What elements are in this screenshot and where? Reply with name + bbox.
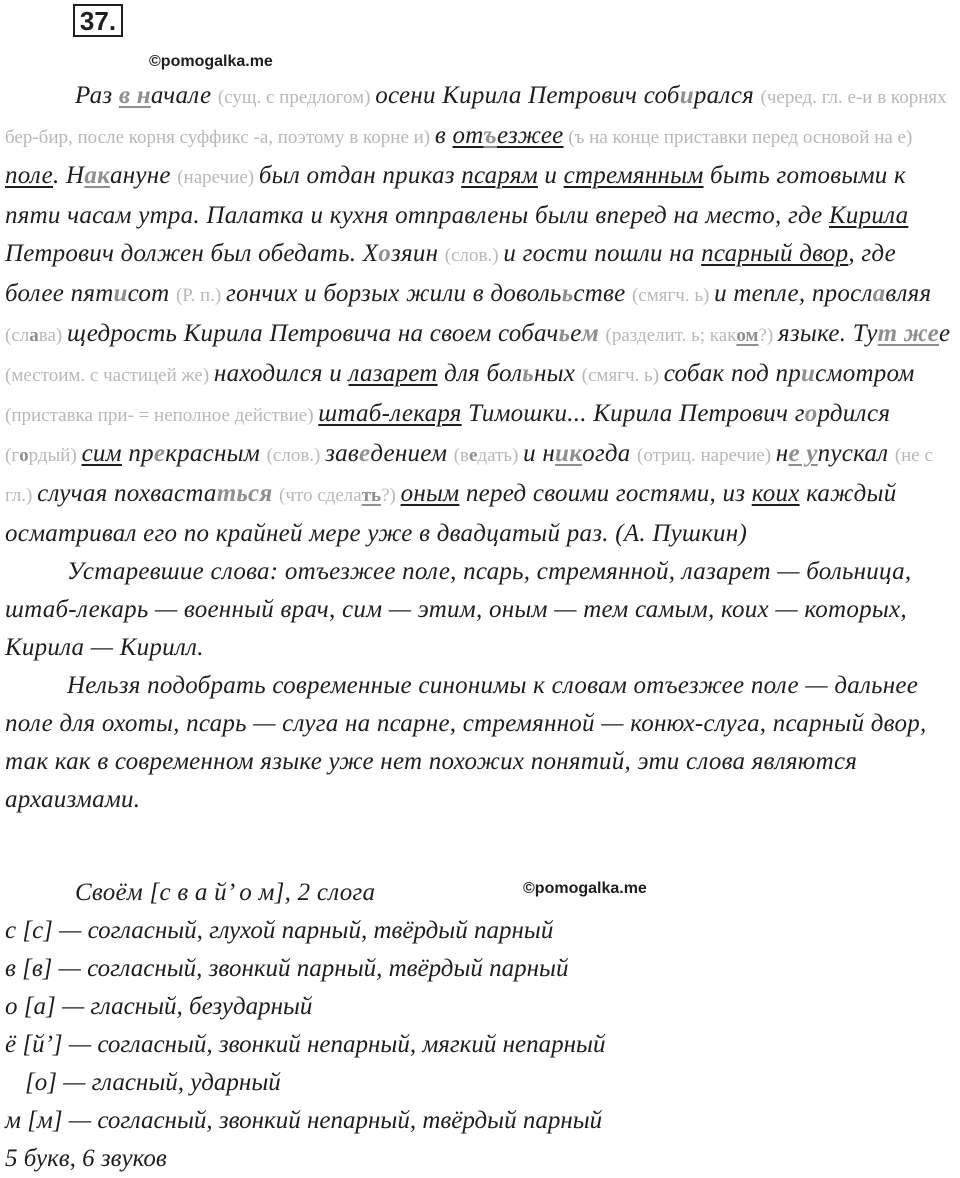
grammar-comment: (сл: [5, 325, 30, 346]
grammar-comment: (что сдела: [279, 485, 362, 506]
passage-text: вляя: [885, 280, 932, 307]
highlighted-spelling: е у: [788, 440, 818, 467]
watermark: ©pomogalka.me: [149, 53, 273, 70]
grammar-comment: (г: [5, 445, 20, 466]
passage-text: оным: [400, 480, 460, 507]
highlighted-spelling: т же: [877, 320, 939, 347]
highlighted-spelling: ться: [216, 480, 273, 507]
obsolete-words-paragraph: Устаревшие слова: отъезжее поле, псарь, стремянной, лазарет — больница, штаб-лекарь — военный врач, сим — этим, оным — тем самым, коих — которых, Кирила — Кирилл.: [5, 558, 912, 661]
passage-text: рдился: [817, 400, 891, 427]
passage-text: и: [537, 162, 564, 189]
highlighted-spelling: ак: [84, 162, 110, 189]
passage-text: от: [452, 122, 484, 149]
highlighted-spelling: ь: [561, 280, 574, 307]
grammar-comment: ом: [736, 325, 759, 346]
passage-text: поле: [5, 162, 53, 189]
passage-text: собак под пр: [663, 360, 802, 387]
passage-text: огда: [582, 440, 638, 467]
highlighted-spelling: в н: [118, 82, 151, 109]
passage-text: сот: [127, 280, 176, 307]
grammar-comment: (смягч. ь): [581, 365, 664, 386]
passage-text: пускал: [817, 440, 895, 467]
passage-text: и н: [523, 440, 556, 467]
dictation-passage: [5, 77, 955, 553]
highlighted-spelling: е: [358, 440, 371, 467]
passage-text: Раз: [75, 82, 119, 109]
highlighted-spelling: и: [113, 280, 128, 307]
grammar-comment: дать): [477, 445, 524, 466]
passage-text: Петрович должен был обедать. Х: [5, 240, 379, 267]
highlighted-spelling: а: [872, 280, 886, 307]
passage-text: быть готовыми к пяти часам утра. Палатка и кухня отправлены были вперед на место, где: [5, 162, 906, 229]
phonetic-row: с [с] — согласный, глухой парный, твёрдый парный: [5, 917, 554, 944]
passage-text: в: [434, 122, 453, 149]
phonetic-row: о [а] — гласный, безударный: [5, 993, 313, 1020]
passage-text: езжее: [496, 122, 564, 149]
passage-text: ных: [533, 360, 582, 387]
phonetic-heading: Своём [с в а й’ о м], 2 слога: [75, 879, 376, 906]
passage-text: , где более пят: [5, 240, 896, 307]
passage-text: Тимошки... Кирила Петрович г: [461, 400, 805, 427]
passage-text: языке. Ту: [778, 320, 878, 347]
passage-text: коих: [751, 480, 800, 507]
grammar-comment: (Р. п.): [175, 285, 226, 306]
phonetic-row: в [в] — согласный, звонкий парный, твёрдый парный: [5, 955, 569, 982]
grammar-comment: (черед. гл. е-и в корнях бер-бир, после корня суффикс -а, поэтому в корне и): [5, 87, 947, 148]
passage-text: е: [570, 320, 582, 347]
passage-text: зяин: [390, 240, 445, 267]
grammar-comment: (приставка при- = неполное действие): [5, 405, 319, 426]
highlighted-spelling: ь: [522, 360, 534, 387]
grammar-comment: рдый): [28, 445, 82, 466]
passage-text: каждый осматривал его по крайней мере уже в двадцатый раз. (А. Пушкин): [5, 480, 897, 547]
passage-text: н: [775, 440, 789, 467]
highlighted-spelling: ик: [555, 440, 583, 467]
highlighted-spelling: о: [378, 240, 391, 267]
passage-text: дением: [370, 440, 454, 467]
passage-text: лазарет: [348, 360, 438, 387]
grammar-comment: (разделит. ь; как: [605, 325, 737, 346]
grammar-comment: (слов.): [444, 245, 504, 266]
grammar-comment: (не с гл.): [5, 445, 933, 506]
passage-text: стремянным: [563, 162, 704, 189]
grammar-comment: (ъ на конце приставки перед основой на е): [563, 127, 913, 148]
exercise-number: 37.: [73, 4, 123, 37]
grammar-comment: ?): [758, 325, 779, 346]
phonetic-row: [о] — гласный, ударный: [25, 1069, 281, 1096]
passage-text: ануне: [109, 162, 178, 189]
passage-text: Кирила: [829, 202, 909, 229]
passage-text: стве: [573, 280, 632, 307]
passage-text: смотром: [815, 360, 915, 387]
passage-text: псарям: [461, 162, 538, 189]
grammar-comment: (отриц. наречие): [637, 445, 776, 466]
grammar-comment: (слов.): [266, 445, 326, 466]
highlighted-spelling: ъ: [483, 122, 497, 149]
grammar-comment: а: [29, 325, 39, 346]
no-synonyms-paragraph: Нельзя подобрать современные синонимы к словам отъезжее поле — дальнее поле для охоты, псарь — слуга на псарне, стремянной — конюх-слуга, псарный двор, так как в современном языке уже нет похожих понятий, эти слова являются архаизмами.: [5, 672, 927, 813]
passage-text: . Н: [53, 162, 85, 189]
passage-text: для бол: [437, 360, 523, 387]
phonetic-summary: 5 букв, 6 звуков: [5, 1145, 167, 1172]
phonetic-row: м [м] — согласный, звонкий непарный, твёрдый парный: [5, 1107, 603, 1134]
passage-text: щедрость Кирила Петровича на своем собач: [66, 320, 559, 347]
grammar-comment: (местоим. с частицей же): [5, 365, 214, 386]
passage-text: зав: [325, 440, 359, 467]
highlighted-spelling: м: [581, 320, 600, 347]
passage-text: ачале: [150, 82, 218, 109]
passage-text: е: [938, 320, 951, 347]
highlighted-spelling: о: [804, 400, 818, 427]
watermark-2: ©pomogalka.me: [523, 880, 647, 897]
passage-text: и тепле, просл: [714, 280, 873, 307]
grammar-comment: ть: [361, 485, 382, 506]
passage-text: сим: [81, 440, 122, 467]
phonetic-row: ё [й’] — согласный, звонкий непарный, мягкий непарный: [5, 1031, 606, 1058]
exercise-body: [5, 77, 955, 819]
passage-text: пр: [121, 440, 154, 467]
passage-text: случая похваста: [37, 480, 217, 507]
passage-text: красным: [165, 440, 267, 467]
grammar-comment: (сущ. с предлогом): [217, 87, 376, 108]
passage-text: перед своими гостями, из: [459, 480, 752, 507]
grammar-comment: ва): [38, 325, 67, 346]
grammar-comment: е: [469, 445, 478, 466]
highlighted-spelling: е: [153, 440, 166, 467]
passage-text: находился и: [213, 360, 349, 387]
grammar-comment: ?): [381, 485, 401, 506]
passage-text: псарный двор: [701, 240, 849, 267]
grammar-comment: (в: [453, 445, 470, 466]
passage-text: и гости пошли на: [503, 240, 702, 267]
highlighted-spelling: и: [679, 82, 694, 109]
passage-text: был отдан приказ: [258, 162, 462, 189]
grammar-comment: (смягч. ь): [631, 285, 715, 306]
grammar-comment: (наречие): [177, 167, 259, 188]
highlighted-spelling: и: [801, 360, 816, 387]
phonetic-analysis: [5, 912, 955, 1178]
passage-text: рался: [693, 82, 761, 109]
passage-text: штаб-лекаря: [318, 400, 462, 427]
passage-text: гончих и борзых жили в доволь: [225, 280, 562, 307]
highlighted-spelling: ь: [558, 320, 571, 347]
passage-text: осени Кирила Петрович соб: [375, 82, 680, 109]
grammar-comment: о: [19, 445, 29, 466]
